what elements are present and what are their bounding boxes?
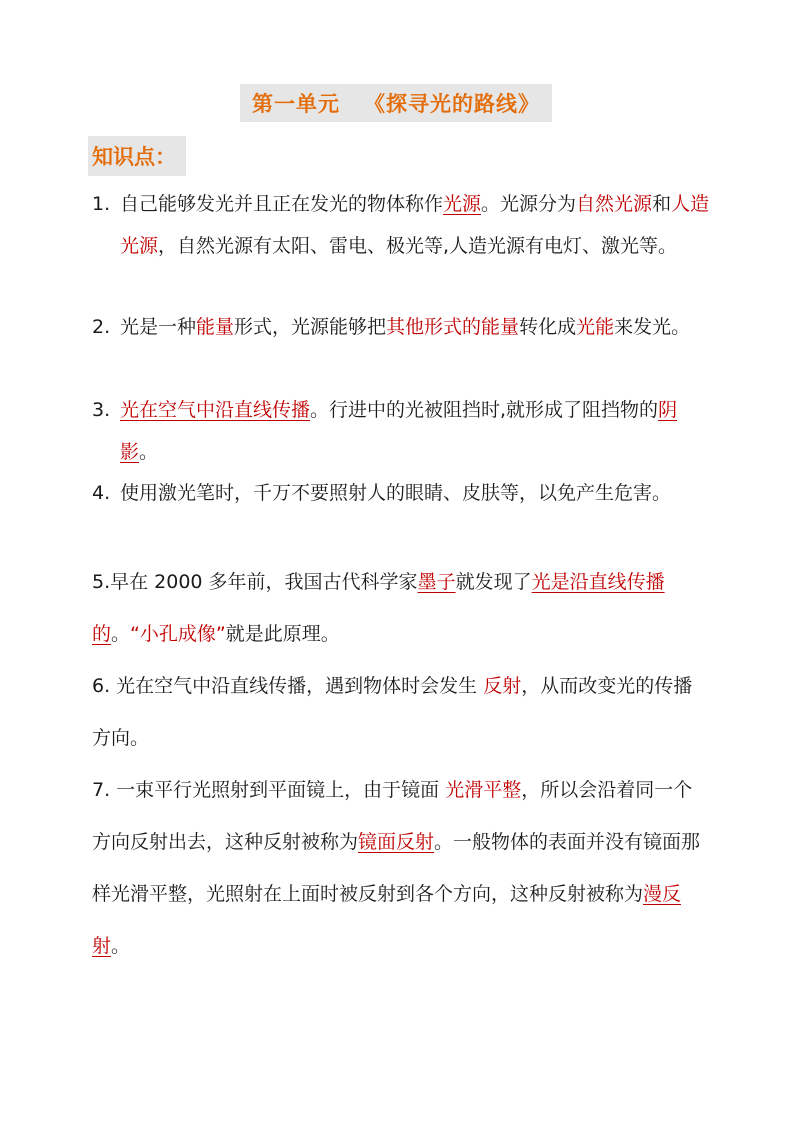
key-term-underlined: 光源 bbox=[443, 193, 482, 215]
item-number: 2. bbox=[92, 316, 111, 338]
knowledge-item-7 bbox=[92, 764, 706, 972]
key-term: 光能 bbox=[576, 316, 615, 338]
body-text: 。 bbox=[139, 441, 159, 463]
knowledge-item-4 bbox=[120, 472, 710, 514]
title-unit: 第一单元 bbox=[252, 92, 340, 116]
body-text: 。 bbox=[111, 935, 131, 957]
body-text: 形式，光源能够把 bbox=[234, 316, 387, 338]
body-text: ，从而改变光的传播方向。 bbox=[92, 675, 693, 749]
key-term-underlined: 镜面反射 bbox=[358, 831, 435, 853]
title-topic: 《探寻光的路线》 bbox=[364, 92, 540, 116]
body-text: ，所以会沿着同一个方向反射出去，这种反射被称为 bbox=[92, 779, 693, 853]
body-text: 。行进中的光被阻挡时,就形成了阻挡物的 bbox=[310, 399, 659, 421]
body-text: 6. 光在空气中沿直线传播，遇到物体时会发生 bbox=[92, 675, 484, 697]
item-number: 3. bbox=[92, 399, 111, 421]
body-text: 。一般物体的表面并没有镜面那样光滑平整，光照射在上面时被反射到各个方向，这种反射被称为 bbox=[92, 831, 701, 905]
knowledge-item-3 bbox=[120, 389, 710, 473]
key-term: 能量 bbox=[196, 316, 235, 338]
key-term-underlined: 光是沿直线传播的 bbox=[92, 571, 665, 645]
body-text: 。光源分为 bbox=[481, 193, 577, 215]
body-text: 和 bbox=[652, 193, 672, 215]
body-text: ，自然光源有太阳、雷电、极光等,人造光源有电灯、激光等。 bbox=[158, 235, 678, 257]
key-term-underlined: 墨子 bbox=[417, 571, 456, 593]
body-text: 光是一种 bbox=[120, 316, 197, 338]
key-term: 其他形式的能量 bbox=[386, 316, 520, 338]
body-text: 自己能够发光并且正在发光的物体称作 bbox=[120, 193, 444, 215]
key-term: 反射 bbox=[483, 675, 522, 697]
body-text: 来发光。 bbox=[614, 316, 691, 338]
knowledge-item-5 bbox=[92, 556, 706, 660]
item-number: 1. bbox=[92, 193, 111, 215]
body-text: 就是此原理。 bbox=[225, 623, 340, 645]
key-term-underlined: 阴影 bbox=[120, 399, 678, 463]
key-term: “小孔成像” bbox=[130, 623, 226, 645]
key-term: 光滑平整 bbox=[445, 779, 522, 801]
section-heading: 知识点： bbox=[88, 136, 186, 176]
body-text: 使用激光笔时，千万不要照射人的眼睛、皮肤等，以免产生危害。 bbox=[120, 482, 672, 504]
item-number: 4. bbox=[92, 482, 111, 504]
body-text: 转化成 bbox=[519, 316, 577, 338]
page-title bbox=[240, 84, 552, 122]
body-text: 。 bbox=[111, 623, 131, 645]
key-term-underlined: 漫反射 bbox=[92, 883, 682, 957]
key-term: 人造光源 bbox=[120, 193, 710, 257]
knowledge-item-1 bbox=[120, 183, 710, 267]
knowledge-item-6 bbox=[92, 660, 706, 764]
body-text: 就发现了 bbox=[455, 571, 532, 593]
body-text: 5.早在 2000 多年前，我国古代科学家 bbox=[92, 571, 418, 593]
body-text: 7. 一束平行光照射到平面镜上，由于镜面 bbox=[92, 779, 446, 801]
key-term-underlined: 光在空气中沿直线传播 bbox=[120, 399, 311, 421]
key-term: 自然光源 bbox=[576, 193, 653, 215]
knowledge-item-2 bbox=[120, 306, 710, 348]
